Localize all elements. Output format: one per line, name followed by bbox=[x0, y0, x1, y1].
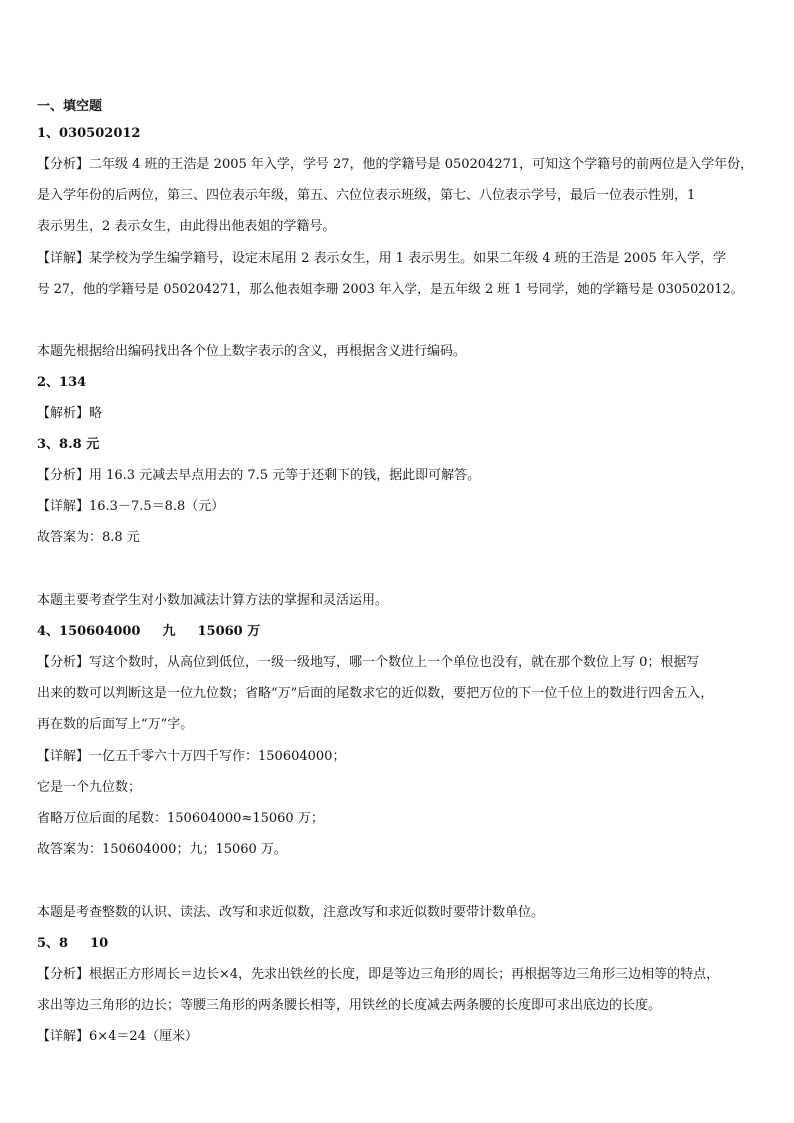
q4-summary: 本题是考查整数的认识、读法、改写和求近似数，注意改写和求近似数时要带计数单位。 bbox=[37, 905, 545, 920]
q3-summary: 本题主要考查学生对小数加减法计算方法的掌握和灵活运用。 bbox=[37, 593, 389, 608]
q4-answer-part-1: 4、150604000 bbox=[37, 624, 141, 639]
q4-detail-line-3: 省略万位后面的尾数：150604000≈15060 万； bbox=[37, 811, 324, 826]
q4-answer-part-2: 九 bbox=[162, 624, 176, 639]
q5-analysis-line-1: 【分析】根据正方形周长＝边长×4，先求出铁丝的长度，即是等边三角形的周长；再根据等边三角形三边相等的特点， bbox=[37, 967, 720, 982]
q5-answer bbox=[37, 935, 754, 953]
q5-analysis-line-2: 求出等边三角形的边长；等腰三角形的两条腰长相等，用铁丝的长度减去两条腰的长度即可求出底边的长度。 bbox=[37, 998, 662, 1013]
q1-detail-line-1: 【详解】某学校为学生编学籍号，设定末尾用 2 表示女生，用 1 表示男生。如果二年级 4 班的王浩是 2005 年入学，学 bbox=[37, 251, 726, 266]
q4-answer-part-3: 15060 万 bbox=[197, 624, 261, 639]
q2-analysis: 【解析】略 bbox=[37, 406, 103, 421]
q4-answer bbox=[37, 623, 754, 641]
q3-answer: 3、8.8 元 bbox=[37, 437, 100, 452]
q5-detail: 【详解】6×4＝24（厘米） bbox=[37, 1029, 198, 1044]
q5-answer-part-2: 10 bbox=[90, 936, 109, 951]
q3-detail: 【详解】16.3－7.5＝8.8（元） bbox=[37, 499, 225, 514]
q5-answer-part-1: 5、8 bbox=[37, 936, 69, 951]
q4-detail-line-1: 【详解】一亿五千零六十万四千写作：150604000； bbox=[37, 749, 346, 764]
q4-analysis-line-2: 出来的数可以判断这是一位九位数；省略“万”后面的尾数求它的近似数，要把万位的下一位千位上的数进行四舍五入， bbox=[37, 686, 714, 701]
section-title: 一、填空题 bbox=[37, 99, 103, 114]
q1-detail-line-2: 号 27，他的学籍号是 050204271，那么他表姐李珊 2003 年入学，是五年级 2 班 1 号同学，她的学籍号是 030502012。 bbox=[37, 282, 744, 297]
q2-answer: 2、134 bbox=[37, 375, 87, 390]
q3-conclusion: 故答案为：8.8 元 bbox=[37, 530, 140, 545]
q4-detail-line-2: 它是一个九位数； bbox=[37, 780, 142, 795]
q1-answer: 1、030502012 bbox=[37, 126, 141, 141]
q4-analysis-line-3: 再在数的后面写上“万”字。 bbox=[37, 717, 194, 732]
q4-analysis-line-1: 【分析】写这个数时，从高位到低位，一级一级地写，哪一个数位上一个单位也没有，就在那个数位上写 0；根据写 bbox=[37, 655, 700, 670]
q1-analysis-line-1: 【分析】二年级 4 班的王浩是 2005 年入学，学号 27，他的学籍号是 050204271，可知这个学籍号的前两位是入学年份， bbox=[37, 157, 754, 172]
q3-analysis: 【分析】用 16.3 元减去早点用去的 7.5 元等于还剩下的钱，据此即可解答。 bbox=[37, 468, 481, 483]
q1-analysis-line-3: 表示男生，2 表示女生，由此得出他表姐的学籍号。 bbox=[37, 219, 336, 234]
q1-summary: 本题先根据给出编码找出各个位上数字表示的含义，再根据含义进行编码。 bbox=[37, 344, 467, 359]
q1-analysis-line-2: 是入学年份的后两位，第三、四位表示年级，第五、六位位表示班级，第七、八位表示学号，最后一位表示性别，1 bbox=[37, 188, 696, 203]
q4-detail-line-4: 故答案为：150604000；九；15060 万。 bbox=[37, 842, 287, 857]
